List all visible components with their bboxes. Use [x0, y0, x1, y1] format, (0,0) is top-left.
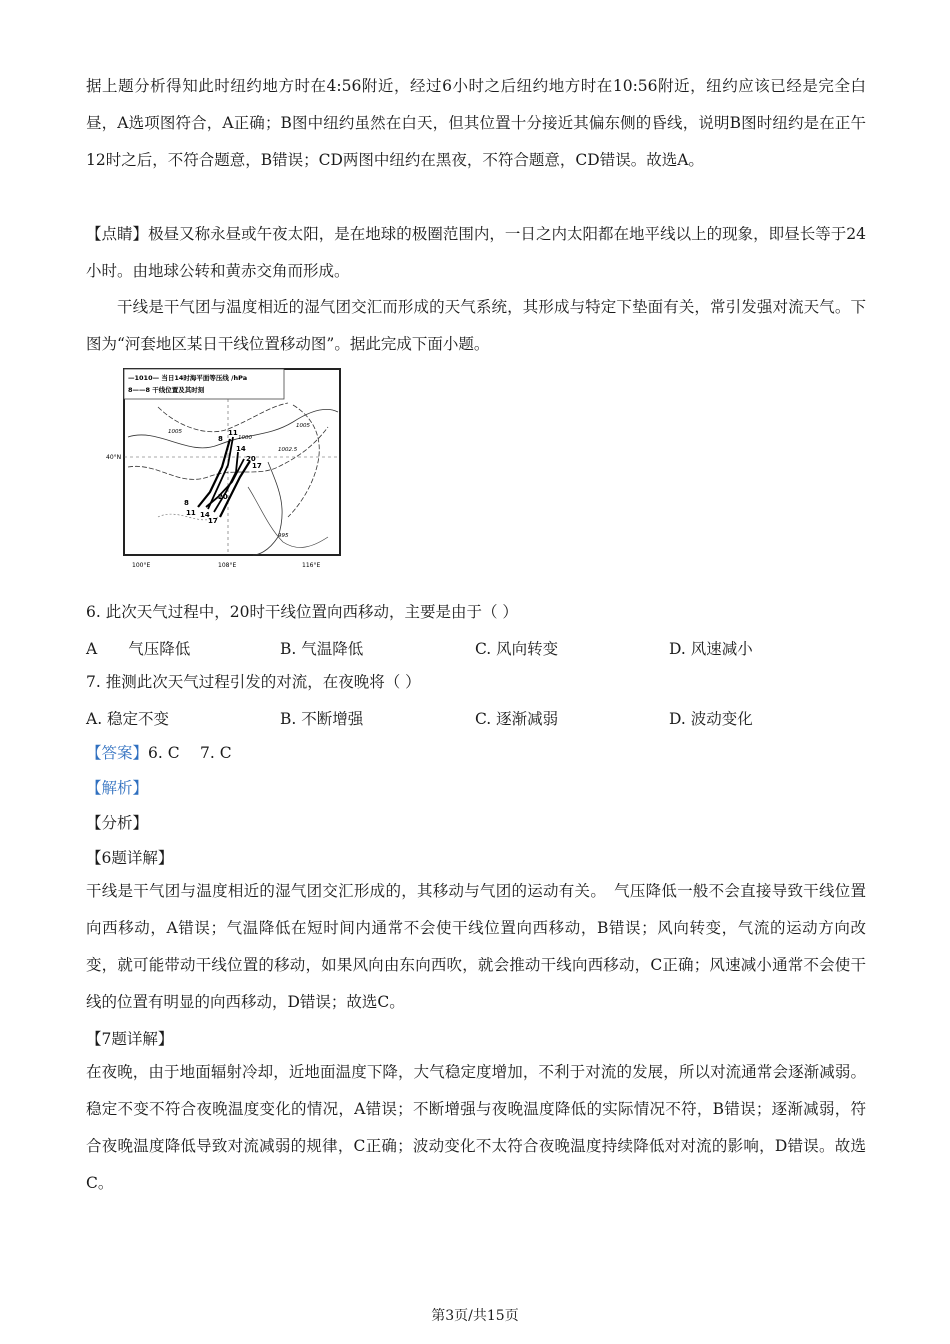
lon-label-108: 108°E: [218, 562, 237, 569]
detail-7-label: 【7题详解】: [86, 1030, 174, 1048]
legend-dryline: 8——8 干线位置及其时刻: [128, 386, 205, 394]
time-label: 20: [218, 493, 228, 501]
tip-text: 极昼又称永昼或午夜太阳，是在地球的极圈范围内，一日之内太阳都在地平线以上的现象，即昼长等于24小时。由地球公转和黄赤交角而形成。: [86, 225, 866, 280]
lon-label-116: 116°E: [302, 562, 321, 569]
time-label: 20: [246, 455, 256, 463]
detail-6-text: 干线是干气团与温度相近的湿气团交汇形成的，其移动与气团的运动有关。 气压降低一般不会直接导致干线位置向西移动，A错误；气温降低在短时间内通常不会使干线位置向西移动，B错误；风向转变，气流的运动方向改变，就可能带动干线位置的移动，如果风向由东向西吹，就会推动干线向西移动，C正确；风速减小通常不会使干线的位置有明显的向西移动，D错误；故选C。: [86, 882, 866, 1011]
q6-option-b: B. 气温降低: [280, 640, 364, 658]
time-label: 11: [186, 509, 196, 517]
tip-label: 【点睛】: [86, 225, 149, 243]
isobar-label: 1000: [238, 435, 252, 441]
answer-label: 【答案】: [86, 744, 149, 762]
q7-option-c: C. 逐渐减弱: [475, 710, 559, 728]
question-intro: 干线是干气团与温度相近的湿气团交汇而形成的天气系统，其形成与特定下垫面有关，常引发强对流天气。下图为“河套地区某日干线位置移动图”。据此完成下面小题。: [86, 298, 866, 353]
question-7-stem: 7. 推测此次天气过程引发的对流，在夜晚将（ ）: [86, 673, 421, 691]
isobar-label: 1005: [168, 429, 182, 435]
time-label: 14: [236, 445, 246, 453]
q6-option-a: A 气压降低: [86, 640, 191, 658]
q7-option-b: B. 不断增强: [280, 710, 364, 728]
q6-option-d: D. 风速减小: [669, 640, 753, 658]
fenxi-label: 【分析】: [86, 814, 149, 832]
analysis-label: 【解析】: [86, 779, 149, 797]
dryline-map: [106, 367, 346, 575]
q7-option-a: A. 稳定不变: [86, 710, 170, 728]
isobar-label: 1002.5: [278, 447, 298, 453]
isobar-label: 995: [278, 533, 289, 539]
explanation-paragraph: 据上题分析得知此时纽约地方时在4:56附近，经过6小时之后纽约地方时在10:56附近，纽约应该已经是完全白昼，A选项图符合，A正确；B图中纽约虽然在白天，但其位置十分接近其偏东侧的昏线，说明B图时纽约是在正午12时之后，不符合题意，B错误；CD两图中纽约在黑夜，不符合题意，CD错误。故选A。: [86, 77, 866, 169]
answer-text: 6. C 7. C: [148, 744, 232, 762]
time-label: 8: [184, 499, 189, 507]
time-label: 17: [208, 517, 218, 525]
time-label: 8: [218, 435, 223, 443]
detail-6-label: 【6题详解】: [86, 849, 174, 867]
question-6-stem: 6. 此次天气过程中，20时干线位置向西移动，主要是由于（ ）: [86, 603, 518, 621]
tip-paragraph: [86, 216, 866, 290]
q6-option-c: C. 风向转变: [475, 640, 559, 658]
dryline-map-figure: [106, 367, 346, 575]
answer-line: [86, 742, 232, 764]
time-label: 11: [228, 429, 238, 437]
legend-isobar: —1010— 当日14时海平面等压线 /hPa: [128, 374, 248, 382]
q7-option-d: D. 波动变化: [669, 710, 753, 728]
detail-7-text: 在夜晚，由于地面辐射冷却，近地面温度下降，大气稳定度增加，不利于对流的发展，所以对流通常会逐渐减弱。稳定不变不符合夜晚温度变化的情况，A错误；不断增强与夜晚温度降低的实际情况不符，B错误；逐渐减弱，符合夜晚温度降低导致对流减弱的规律，C正确；波动变化不太符合夜晚温度持续降低对对流的影响，D错误。故选C。: [86, 1063, 866, 1192]
time-label: 14: [200, 511, 210, 519]
page-footer: 第3页/共15页: [431, 1308, 519, 1324]
lon-label-100: 100°E: [132, 562, 151, 569]
time-label: 17: [252, 462, 262, 470]
lat-label: 40°N: [106, 454, 122, 461]
isobar-label: 1005: [296, 423, 310, 429]
